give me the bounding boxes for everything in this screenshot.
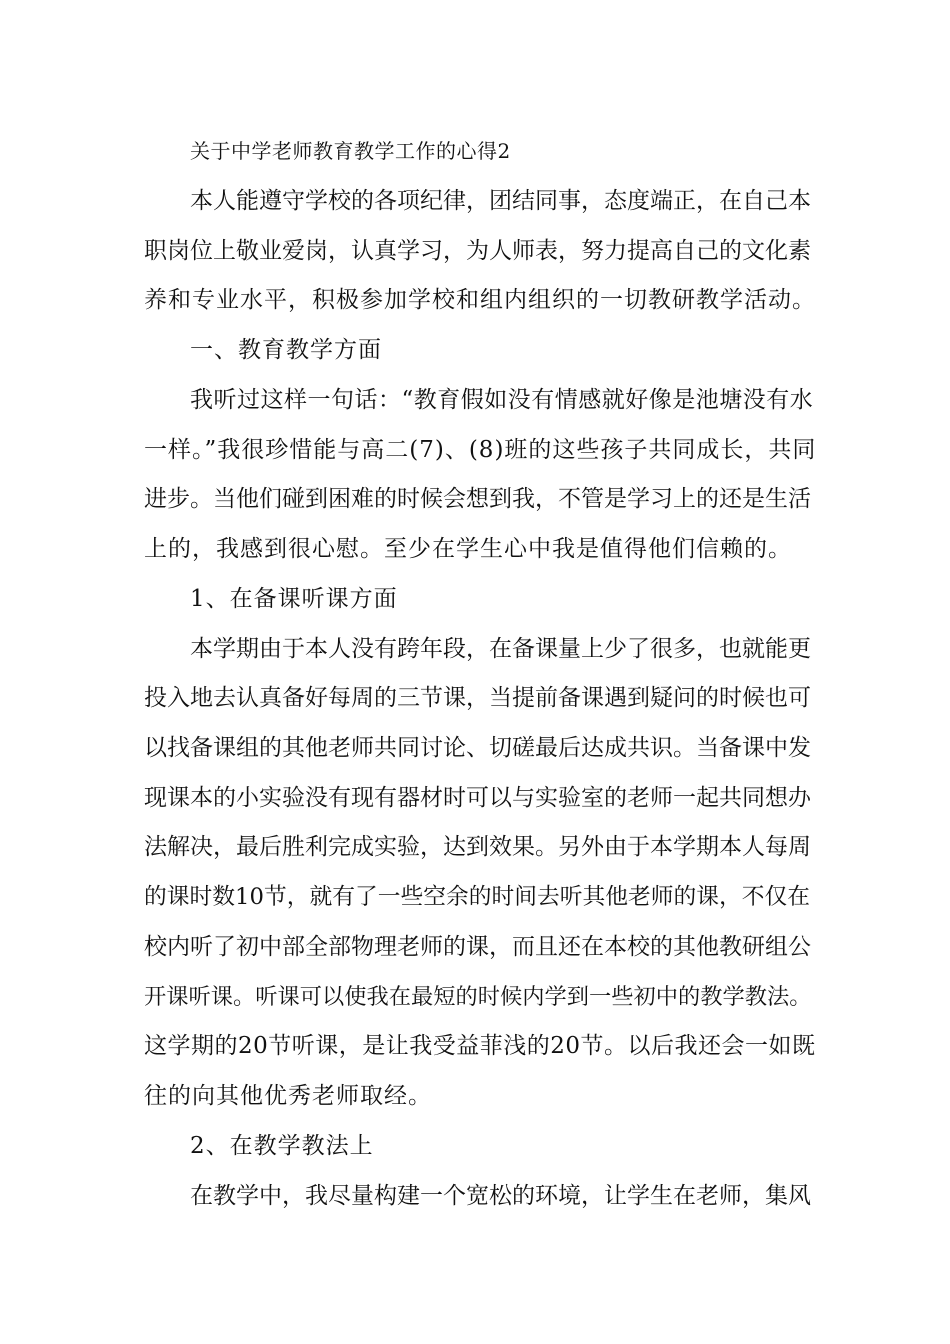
- paragraph-line: 在教学中，我尽量构建一个宽松的环境，让学生在老师，集风: [190, 1183, 811, 1209]
- subsection-heading: 1、在备课听课方面: [190, 586, 398, 612]
- subsection-heading: 2、在教学教法上: [190, 1133, 374, 1159]
- paragraph-line: 这学期的20节听课，是让我受益菲浅的20节。以后我还会一如既: [144, 1033, 816, 1059]
- section-heading: 一、教育教学方面: [190, 337, 382, 363]
- paragraph-line: 本学期由于本人没有跨年段，在备课量上少了很多，也就能更: [190, 636, 811, 662]
- paragraph-line: 投入地去认真备好每周的三节课，当提前备课遇到疑问的时候也可: [144, 685, 811, 711]
- paragraph-line: 法解决，最后胜利完成实验，达到效果。另外由于本学期本人每周: [144, 834, 811, 860]
- paragraph-line: 的课时数10节，就有了一些空余的时间去听其他老师的课，不仅在: [144, 884, 810, 910]
- paragraph-line: 进步。当他们碰到困难的时候会想到我，不管是学习上的还是生活: [144, 486, 811, 512]
- paragraph-line: 职岗位上敬业爱岗，认真学习，为人师表，努力提高自己的文化素: [144, 238, 811, 264]
- paragraph-line: 上的，我感到很心慰。至少在学生心中我是值得他们信赖的。: [144, 536, 792, 562]
- paragraph-line: 往的向其他优秀老师取经。: [144, 1083, 432, 1109]
- paragraph-line: 现课本的小实验没有现有器材时可以与实验室的老师一起共同想办: [144, 785, 811, 811]
- paragraph-line: 一样。”我很珍惜能与高二(7)、(8)班的这些孩子共同成长，共同: [144, 437, 817, 463]
- paragraph-line: 校内听了初中部全部物理老师的课，而且还在本校的其他教研组公: [144, 934, 811, 960]
- document-title: 关于中学老师教育教学工作的心得2: [190, 139, 511, 163]
- paragraph-line: 开课听课。听课可以使我在最短的时候内学到一些初中的教学教法。: [144, 984, 812, 1010]
- paragraph-line: 我听过这样一句话：“教育假如没有情感就好像是池塘没有水: [190, 387, 814, 413]
- paragraph-line: 本人能遵守学校的各项纪律，团结同事，态度端正，在自己本: [190, 188, 811, 214]
- paragraph-line: 养和专业水平，积极参加学校和组内组织的一切教研教学活动。: [144, 287, 816, 313]
- paragraph-line: 以找备课组的其他老师共同讨论、切磋最后达成共识。当备课中发: [144, 735, 811, 761]
